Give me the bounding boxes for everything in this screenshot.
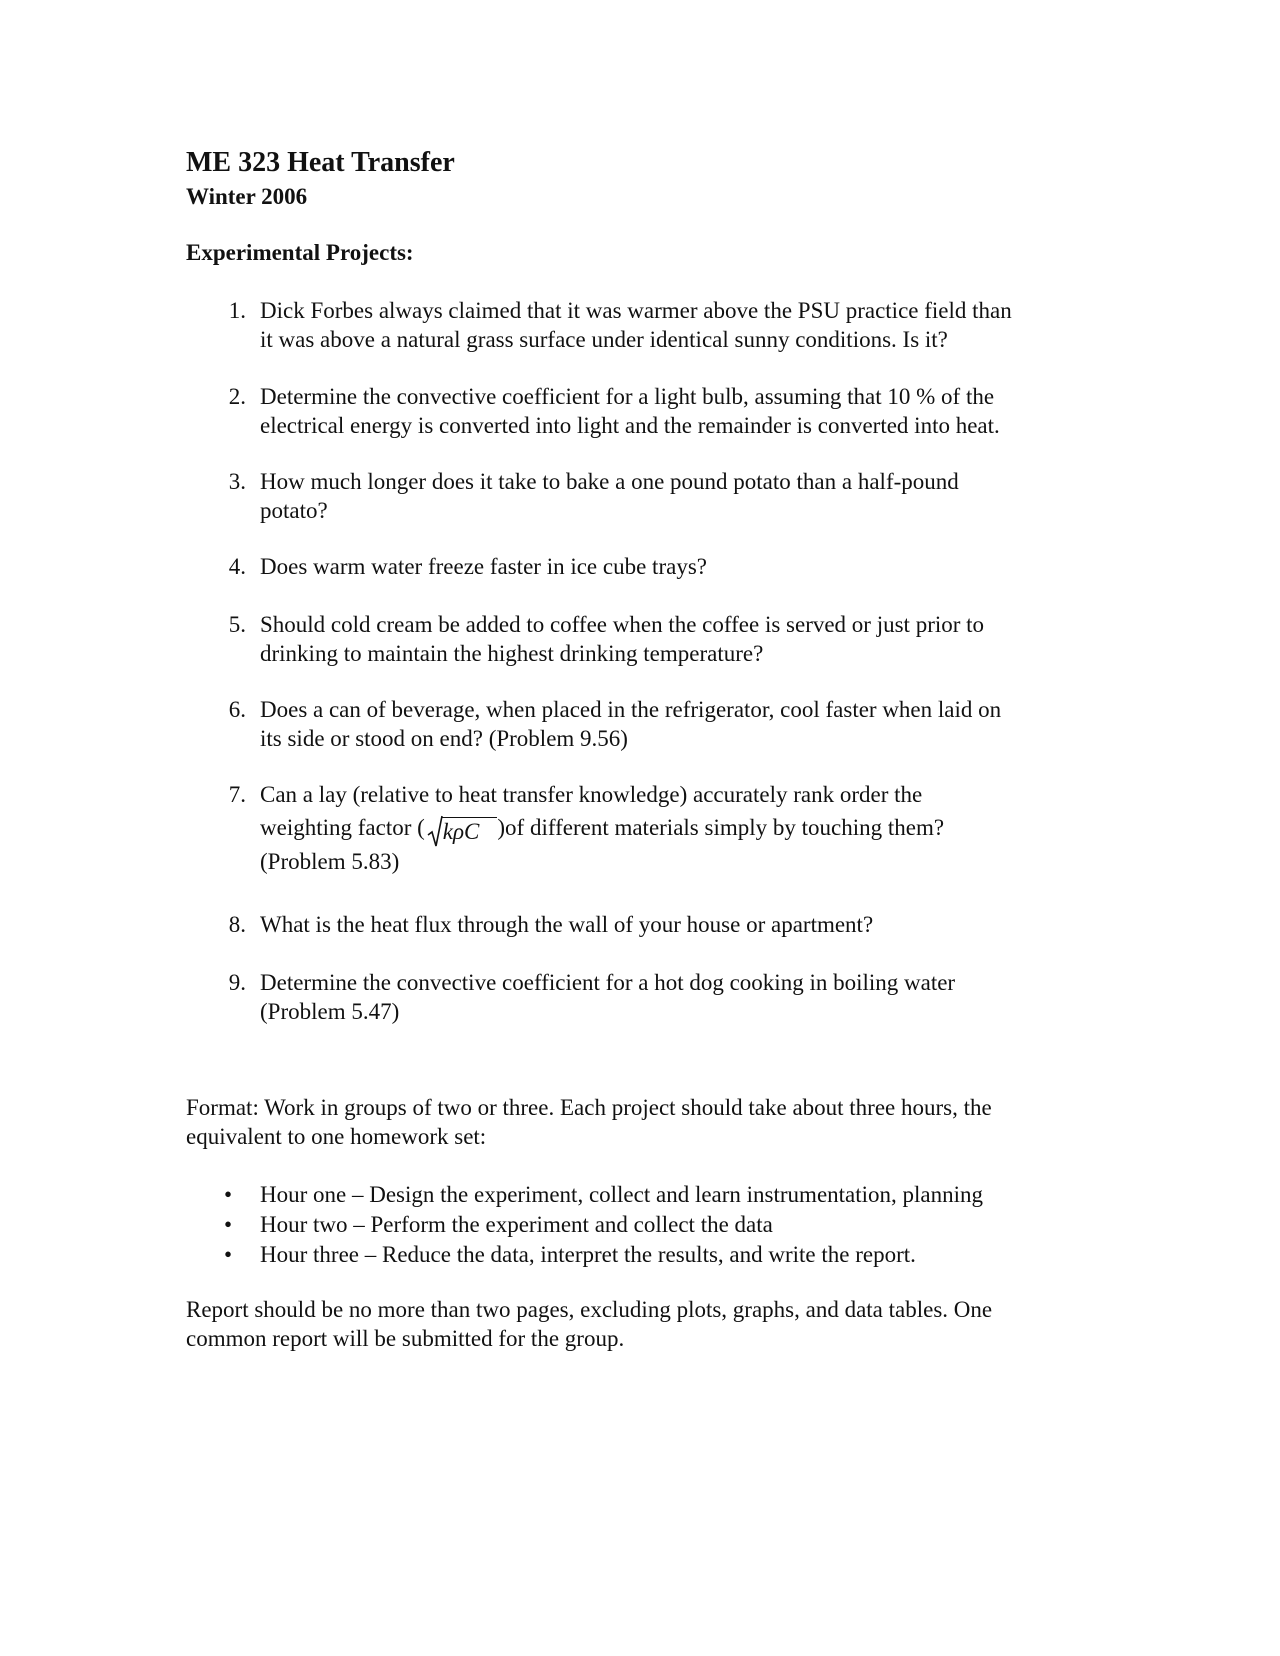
formula-radicand: kρC xyxy=(441,817,498,846)
format-text-line: Format: Work in groups of two or three. Each project should take about three hours, the xyxy=(186,1095,992,1120)
project-number: 4. xyxy=(228,554,246,579)
project-text-line: drinking to maintain the highest drinking temperature? xyxy=(260,641,764,666)
project-text-line: Dick Forbes always claimed that it was warmer above the PSU practice field than xyxy=(260,298,1012,323)
project-number: 5. xyxy=(228,612,246,637)
formula-suffix-text: )of different materials simply by touching them? xyxy=(497,815,945,840)
project-number: 6. xyxy=(228,697,246,722)
project-text-line: potato? xyxy=(260,498,328,523)
projects-heading: Experimental Projects: xyxy=(186,240,414,265)
project-text-line: Determine the convective coefficient for a hot dog cooking in boiling water xyxy=(260,970,956,995)
bullet-text: Hour one – Design the experiment, collect and learn instrumentation, planning xyxy=(260,1182,984,1207)
project-text-line: Can a lay (relative to heat transfer knowledge) accurately rank order the xyxy=(260,782,923,807)
bullet-text: Hour two – Perform the experiment and collect the data xyxy=(260,1212,773,1237)
project-number: 7. xyxy=(228,782,246,807)
report-text-line: Report should be no more than two pages, excluding plots, graphs, and data tables. One xyxy=(186,1297,993,1322)
course-term: Winter 2006 xyxy=(186,184,308,209)
bullet-item xyxy=(216,1210,1116,1240)
project-number: 8. xyxy=(228,912,246,937)
report-text-line: common report will be submitted for the group. xyxy=(186,1326,625,1351)
project-number: 3. xyxy=(228,469,246,494)
bullet-item xyxy=(216,1240,1116,1270)
bullet-icon: • xyxy=(224,1242,233,1267)
bullet-text: Hour three – Reduce the data, interpret the results, and write the report. xyxy=(260,1242,916,1267)
project-number: 2. xyxy=(228,384,246,409)
hour-bullet-list xyxy=(216,1180,1116,1270)
course-title: ME 323 Heat Transfer xyxy=(186,147,455,178)
project-text-line: (Problem 5.83) xyxy=(260,849,400,874)
square-root-formula xyxy=(425,813,498,847)
project-number: 1. xyxy=(228,298,246,323)
project-text-line: Does warm water freeze faster in ice cube trays? xyxy=(260,554,707,579)
bullet-icon: • xyxy=(224,1212,233,1237)
project-text-line: Determine the convective coefficient for a light bulb, assuming that 10 % of the xyxy=(260,384,995,409)
project-text-line: electrical energy is converted into light and the remainder is converted into heat. xyxy=(260,413,1000,438)
bullet-item xyxy=(216,1180,1116,1210)
formula-prefix-text: weighting factor ( xyxy=(260,815,425,840)
project-text-line: it was above a natural grass surface under identical sunny conditions. Is it? xyxy=(260,327,948,352)
bullet-icon: • xyxy=(224,1182,233,1207)
project-text-line: (Problem 5.47) xyxy=(260,999,400,1024)
project-text-line: What is the heat flux through the wall of your house or apartment? xyxy=(260,912,874,937)
report-paragraph xyxy=(186,1295,1086,1353)
project-number: 9. xyxy=(228,970,246,995)
format-paragraph xyxy=(186,1093,1086,1151)
project-text-line: Does a can of beverage, when placed in the refrigerator, cool faster when laid on xyxy=(260,697,1002,722)
project-text-line-with-formula xyxy=(260,809,1096,847)
project-text-line: its side or stood on end? (Problem 9.56) xyxy=(260,726,628,751)
project-text-line: How much longer does it take to bake a one pound potato than a half-pound xyxy=(260,469,959,494)
project-text-line: Should cold cream be added to coffee when the coffee is served or just prior to xyxy=(260,612,985,637)
format-text-line: equivalent to one homework set: xyxy=(186,1124,487,1149)
